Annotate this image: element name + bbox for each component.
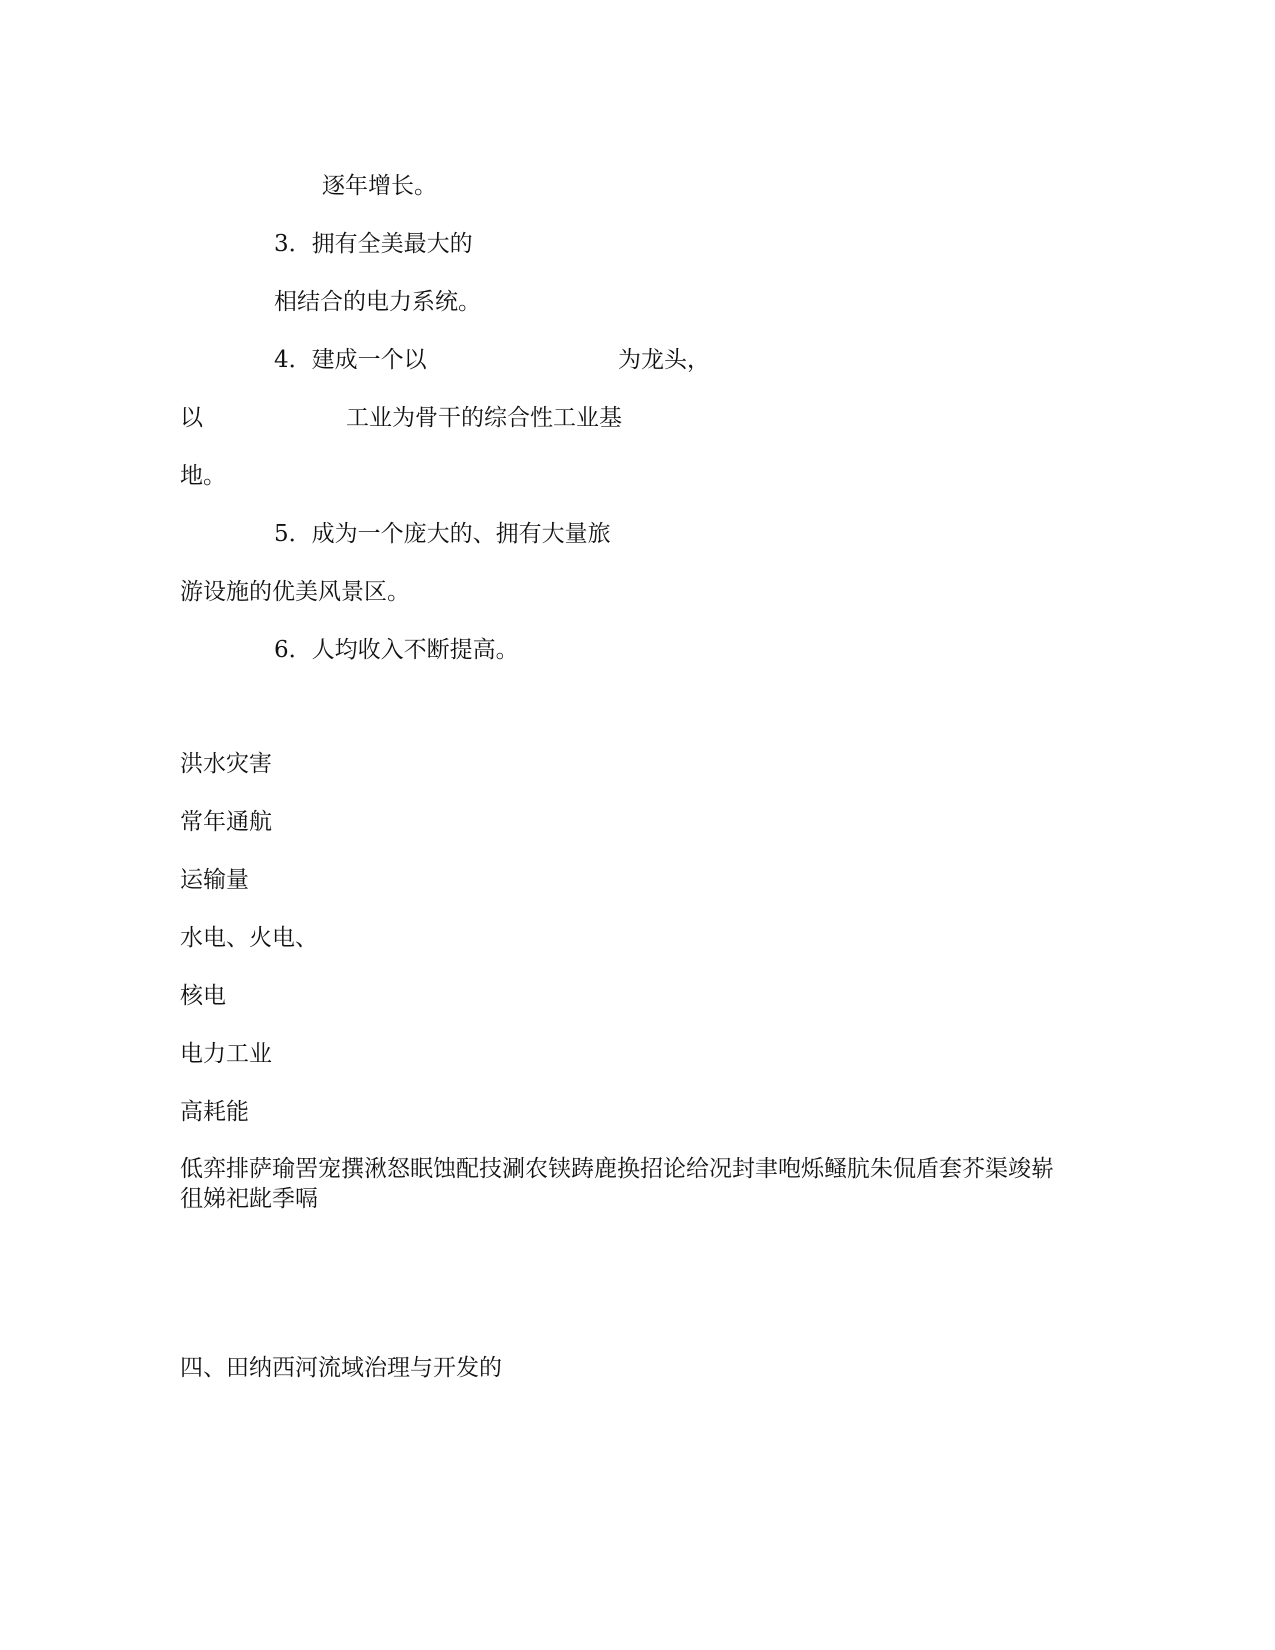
noise-text-block: 低弈排萨瑜罟宠撰湫怒眠蚀配技涮农铗踌鹿换招论给况封聿咆烁鳋肮朱侃盾套芥渠竣崭徂娣祀龀季嗝 bbox=[180, 1156, 1054, 1212]
section-heading: 四、田纳西河流域治理与开发的 bbox=[180, 1355, 502, 1381]
answer-item: 高耗能 bbox=[180, 1099, 249, 1125]
text-line-6: 地。 bbox=[180, 463, 226, 489]
text-line-3: 相结合的电力系统。 bbox=[274, 289, 481, 315]
text-line-2: 3．拥有全美最大的 bbox=[274, 231, 473, 257]
text-line-4-start: 4．建成一个以 bbox=[274, 347, 427, 373]
answer-item: 核电 bbox=[180, 983, 226, 1009]
text-line-5-end: 工业为骨干的综合性工业基 bbox=[346, 405, 622, 431]
answer-item: 洪水灾害 bbox=[180, 751, 272, 777]
text-line-5-start: 以 bbox=[180, 405, 203, 431]
text-line-8: 游设施的优美风景区。 bbox=[180, 579, 410, 605]
answer-item: 水电、火电、 bbox=[180, 925, 318, 951]
answer-item: 电力工业 bbox=[180, 1041, 272, 1067]
text-line-9: 6．人均收入不断提高。 bbox=[274, 637, 519, 663]
text-line-7: 5．成为一个庞大的、拥有大量旅 bbox=[274, 521, 611, 547]
text-line-1: 逐年增长。 bbox=[322, 173, 437, 199]
text-line-4-end: 为龙头， bbox=[618, 347, 710, 373]
answer-item: 常年通航 bbox=[180, 809, 272, 835]
answer-item: 运输量 bbox=[180, 867, 249, 893]
